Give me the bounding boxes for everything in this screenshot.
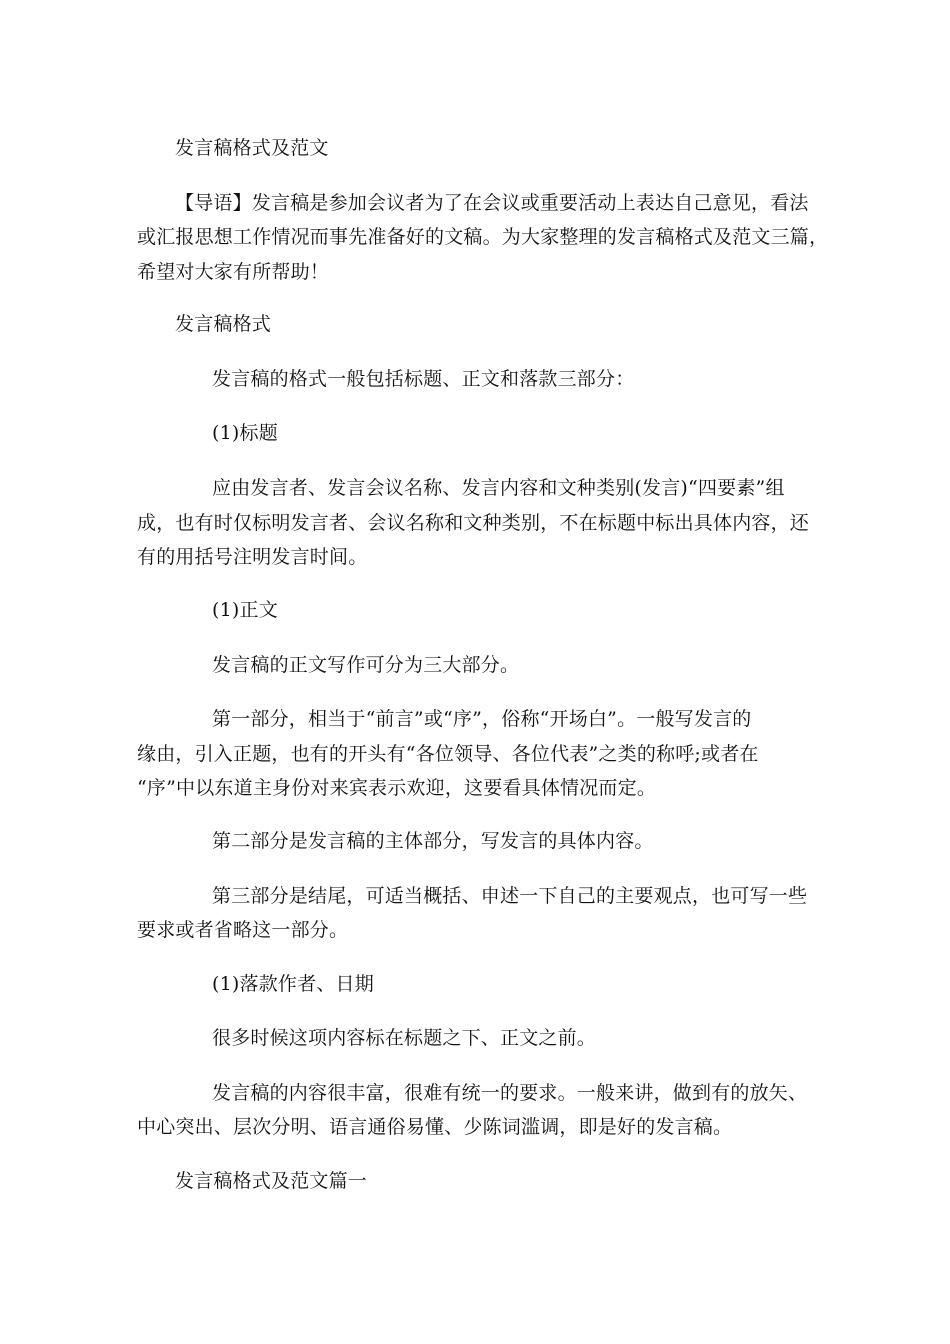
part-title-body-line-3: 有的用括号注明发言时间。	[137, 546, 368, 568]
part-body-third-line-2: 要求或者省略这一部分。	[137, 919, 349, 941]
part-title-body-line-1: 应由发言者、发言会议名称、发言内容和文种类别(发言)“四要素”组	[212, 477, 785, 499]
part-body-heading: (1)正文	[212, 599, 278, 621]
part-body-first-line-1: 第一部分，相当于“前言”或“序”，俗称“开场白”。一般写发言的	[212, 708, 752, 730]
intro-line-1: 【导语】发言稿是参加会议者为了在会议或重要活动上表达自己意见，看法	[175, 192, 809, 214]
part-body-first-line-3: “序”中以东道主身份对来宾表示欢迎，这要看具体情况而定。	[137, 777, 657, 799]
part-body-second: 第二部分是发言稿的主体部分，写发言的具体内容。	[212, 830, 654, 852]
summary-line-2: 中心突出、层次分明、语言通俗易懂、少陈词滥调，即是好的发言稿。	[137, 1116, 733, 1138]
part-title-body-line-2: 成，也有时仅标明发言者、会议名称和文种类别，不在标题中标出具体内容，还	[137, 512, 810, 534]
format-intro: 发言稿的格式一般包括标题、正文和落款三部分：	[212, 368, 635, 390]
part-sign-heading: (1)落款作者、日期	[212, 973, 374, 995]
part-sign-body: 很多时候这项内容标在标题之下、正文之前。	[212, 1027, 597, 1049]
part-body-first-line-2: 缘由，引入正题，也有的开头有“各位领导、各位代表”之类的称呼;或者在	[137, 743, 759, 765]
section-format-heading: 发言稿格式	[175, 313, 272, 335]
intro-line-3: 希望对大家有所帮助！	[137, 261, 330, 283]
part-body-third-line-1: 第三部分是结尾，可适当概括、申述一下自己的主要观点，也可写一些	[212, 885, 808, 907]
part-body-intro: 发言稿的正文写作可分为三大部分。	[212, 654, 520, 676]
document-title: 发言稿格式及范文	[175, 137, 329, 159]
part-title-heading: (1)标题	[212, 422, 278, 444]
intro-line-2: 或汇报思想工作情况而事先准备好的文稿。为大家整理的发言稿格式及范文三篇，	[137, 226, 829, 248]
summary-line-1: 发言稿的内容很丰富，很难有统一的要求。一般来讲，做到有的放矢、	[212, 1082, 808, 1104]
section-example-heading: 发言稿格式及范文篇一	[175, 1170, 368, 1192]
